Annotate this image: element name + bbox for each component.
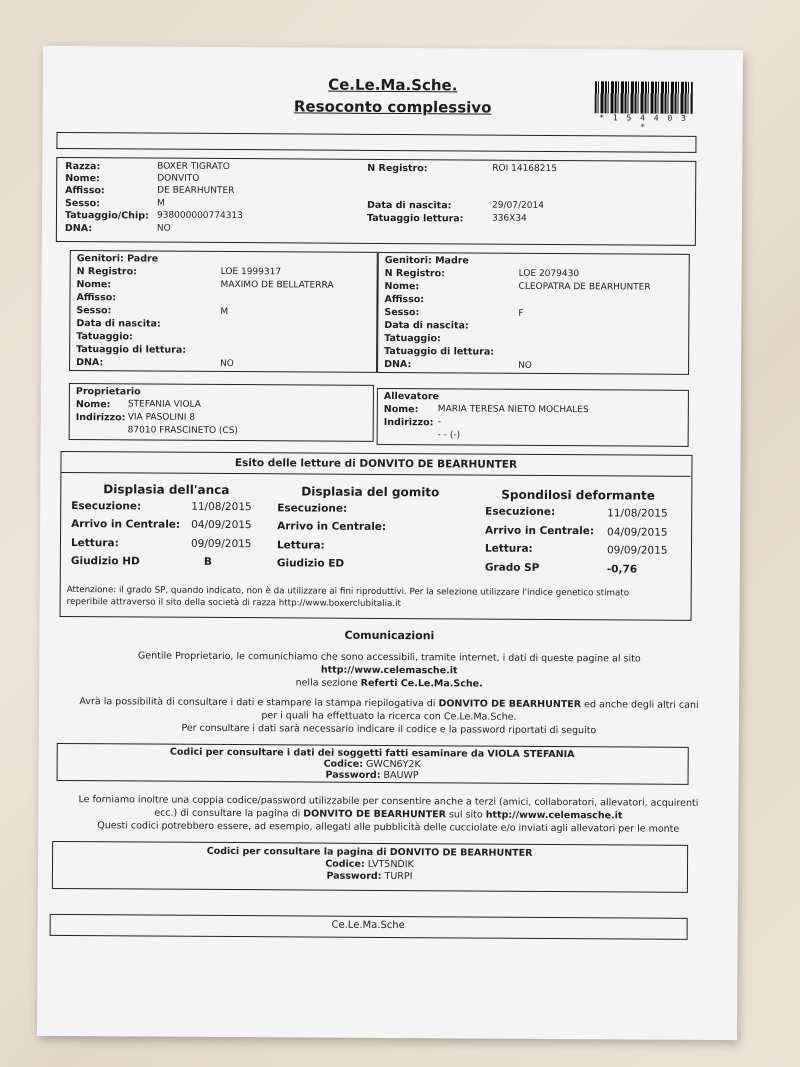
codes-public-password-label: Password: [326, 870, 382, 882]
comms-p2-line1-pre: Avrà la possibilità di consultare i dati e stampare la stampa riepilogativa di [79, 696, 439, 710]
mother-title: Genitori: Madre [384, 254, 469, 267]
mother-registro-value: LOE 2079430 [518, 268, 580, 280]
codes-public-codice-label: Codice: [325, 858, 365, 870]
father-registro-value: LOE 1999317 [220, 266, 282, 278]
elbow-lettura-label: Lettura: [276, 539, 325, 552]
spine-title: Spondilosi deformante [501, 487, 655, 503]
father-sesso-value: M [220, 306, 229, 318]
mother-lettura-label: Tatuaggio di lettura: [384, 345, 495, 358]
codes-public-box [52, 841, 688, 893]
dna-label: DNA: [64, 223, 93, 235]
razza-value: BOXER TIGRATO [157, 161, 230, 173]
codes-owner-codice-label: Codice: [323, 758, 364, 770]
breeder-citta-value: - - (-) [437, 430, 461, 441]
comms-p2-line2: per i quali ha effettuato la ricerca con Ce.Le.Ma.Sche. [261, 710, 517, 723]
spine-grado-value: -0,76 [606, 563, 638, 576]
spine-grado-label: Grado SP [484, 561, 540, 574]
mother-box [377, 252, 690, 375]
comms-p3-line2-pre: ecc.) di consultare la pagina di [154, 807, 304, 820]
affisso-value: DE BEARHUNTER [157, 185, 235, 197]
comms-p3-line2-mid: sul sito [445, 809, 486, 821]
spine-esecuzione-value: 11/08/2015 [607, 507, 668, 520]
hip-esecuzione-label: Esecuzione: [71, 500, 142, 513]
mother-dna-value: NO [518, 360, 532, 371]
elbow-arrivo-label: Arrivo in Centrale: [277, 520, 387, 533]
comms-p3-line1: Le forniamo inoltre una coppia codice/password utilizzabile per consentire anche a terzi (amici, collaboratori, allevatori, acquirenti [78, 794, 699, 809]
nome-value: DONVITO [157, 173, 200, 184]
mother-nome-label: Nome: [384, 280, 420, 293]
mother-nascita-label: Data di nascita: [384, 319, 469, 332]
father-dna-label: DNA: [76, 357, 104, 369]
comms-p1-url: http://www.celemasche.it [320, 664, 458, 677]
owner-box [69, 383, 374, 442]
comms-p3-line3: Questi codici potrebbero essere, ad esempio, allegati alle pubblicità delle cucciolate e/o inviati agli allevatori per le monte [97, 820, 680, 835]
hip-giudizio-label: Giudizio HD [70, 555, 140, 568]
empty-banner-box [56, 132, 696, 153]
breeder-title: Allevatore [383, 390, 440, 403]
father-sesso-label: Sesso: [76, 305, 112, 317]
mother-affisso-label: Affisso: [384, 293, 425, 306]
father-affisso-label: Affisso: [76, 292, 117, 304]
comms-p1-line1: Gentile Proprietario, le comunichiamo che sono accessibili, tramite internet, i dati di queste pagine al sito [137, 650, 641, 665]
codes-owner-password-label: Password: [325, 769, 381, 781]
father-title: Genitori: Padre [76, 253, 159, 265]
father-tatuaggio-label: Tatuaggio: [76, 331, 133, 343]
footer-text: Ce.Le.Ma.Sche [331, 919, 405, 932]
comms-p1-line3-pre: nella sezione [295, 677, 361, 689]
comms-p3-line2-url: http://www.celemasche.it [485, 809, 623, 822]
mother-nome-value: CLEOPATRA DE BEARHUNTER [518, 281, 651, 293]
barcode-number: * 1 5 4 4 0 3 * [599, 113, 688, 132]
nome-label: Nome: [65, 173, 100, 185]
owner-indirizzo-value: VIA PASOLINI 8 [127, 412, 196, 423]
sesso-value: M [157, 198, 165, 209]
mother-tatuaggio-label: Tatuaggio: [384, 332, 441, 345]
father-nome-label: Nome: [76, 279, 112, 291]
father-box [69, 250, 378, 373]
codes-owner-codice-value: GWCN6Y2K [366, 758, 421, 771]
spine-lettura-label: Lettura: [484, 542, 533, 555]
spine-arrivo-value: 04/09/2015 [607, 526, 668, 539]
elbow-giudizio-label: Giudizio ED [276, 557, 345, 570]
hip-esecuzione-value: 11/08/2015 [191, 500, 252, 514]
razza-label: Razza: [65, 161, 101, 173]
chip-value: 938000000774313 [156, 210, 243, 222]
registro-label: N Registro: [367, 162, 428, 175]
chip-label: Tatuaggio/Chip: [64, 210, 149, 222]
nascita-label: Data di nascita: [367, 199, 452, 212]
owner-nome-value: STEFANIA VIOLA [127, 399, 201, 410]
footer-box [50, 914, 688, 940]
codes-public-title: Codici per consultare la pagina di DONVITO DE BEARHUNTER [206, 845, 533, 859]
elbow-title: Displasia del gomito [301, 484, 440, 500]
nascita-value: 29/07/2014 [492, 200, 544, 211]
hip-giudizio-value: B [203, 555, 212, 568]
mother-sesso-label: Sesso: [384, 306, 420, 319]
results-divider [61, 472, 690, 477]
results-box [60, 451, 693, 621]
document-sheet [37, 46, 743, 1040]
owner-citta-value: 87010 FRASCINETO (CS) [127, 425, 238, 437]
spine-lettura-value: 09/09/2015 [606, 544, 668, 557]
comms-p2-line1-bold: DONVITO DE BEARHUNTER [438, 698, 582, 711]
spine-arrivo-label: Arrivo in Centrale: [485, 524, 595, 538]
hip-lettura-value: 09/09/2015 [190, 537, 252, 551]
codes-owner-box [57, 743, 689, 785]
barcode [595, 81, 693, 132]
dog-info-box [56, 157, 697, 246]
mother-dna-label: DNA: [384, 358, 412, 371]
hip-lettura-label: Lettura: [70, 537, 119, 550]
affisso-label: Affisso: [65, 185, 105, 197]
lettura-label: Tatuaggio lettura: [366, 212, 464, 225]
breeder-nome-value: MARIA TERESA NIETO MOCHALES [437, 404, 589, 416]
comms-p2-line3: Per consultare i dati sarà necessario indicare il codice e la password riportati di seguito [181, 722, 597, 737]
breeder-nome-label: Nome: [383, 403, 419, 416]
father-nome-value: MAXIMO DE BELLATERRA [220, 279, 334, 291]
spine-esecuzione-label: Esecuzione: [485, 505, 556, 519]
document-title: Ce.Le.Ma.Sche. [328, 75, 458, 95]
results-title: Esito delle letture di DONVITO DE BEARHUNTER [234, 457, 518, 471]
codes-public-codice-value: LVT5NDIK [367, 858, 414, 871]
hip-arrivo-value: 04/09/2015 [191, 518, 252, 532]
father-lettura-label: Tatuaggio di lettura: [76, 344, 187, 356]
codes-owner-password-value: BAUWP [383, 769, 419, 782]
codes-owner-title: Codici per consultare i dati dei soggetti fatti esaminare da VIOLA STEFANIA [169, 746, 575, 761]
father-registro-label: N Registro: [76, 266, 137, 278]
comms-p3-line2-bold: DONVITO DE BEARHUNTER [303, 808, 446, 821]
results-note-line1: Attenzione: il grado SP, quando indicato, non è da utilizzare ai fini riproduttivi. Per la selezione utilizzare l'indice genetico stimato [66, 585, 630, 599]
mother-sesso-value: F [518, 308, 524, 319]
elbow-esecuzione-label: Esecuzione: [277, 502, 348, 515]
comms-p1-line3 [39, 676, 739, 691]
hip-title: Displasia dell'anca [103, 482, 230, 498]
registro-value: ROI 14168215 [492, 163, 557, 175]
mother-registro-label: N Registro: [384, 267, 445, 280]
comms-title: Comunicazioni [344, 628, 435, 643]
barcode-bars [595, 81, 693, 114]
dna-value: NO [156, 223, 171, 234]
comms-p2-line1-post: ed anche degli altri cani [581, 699, 699, 711]
owner-title: Proprietario [75, 386, 141, 398]
hip-arrivo-label: Arrivo in Centrale: [71, 518, 181, 531]
breeder-indirizzo-label: Indirizzo: [383, 416, 434, 429]
codes-public-password-value: TURPI [384, 870, 413, 883]
owner-indirizzo-label: Indirizzo: [75, 412, 126, 424]
document-subtitle: Resoconto complessivo [293, 97, 492, 117]
father-dna-value: NO [220, 358, 234, 370]
sesso-label: Sesso: [65, 198, 101, 210]
comms-p1-line3-bold: Referti Ce.Le.Ma.Sche. [360, 677, 483, 690]
lettura-value: 336X34 [491, 213, 527, 224]
results-note-line2: reperibile attraverso il sito della società di razza http://www.boxerclubitalia.it [66, 597, 401, 610]
breeder-indirizzo-value: - [437, 417, 442, 428]
owner-nome-label: Nome: [75, 399, 111, 411]
breeder-box [377, 388, 689, 447]
father-nascita-label: Data di nascita: [76, 318, 161, 330]
